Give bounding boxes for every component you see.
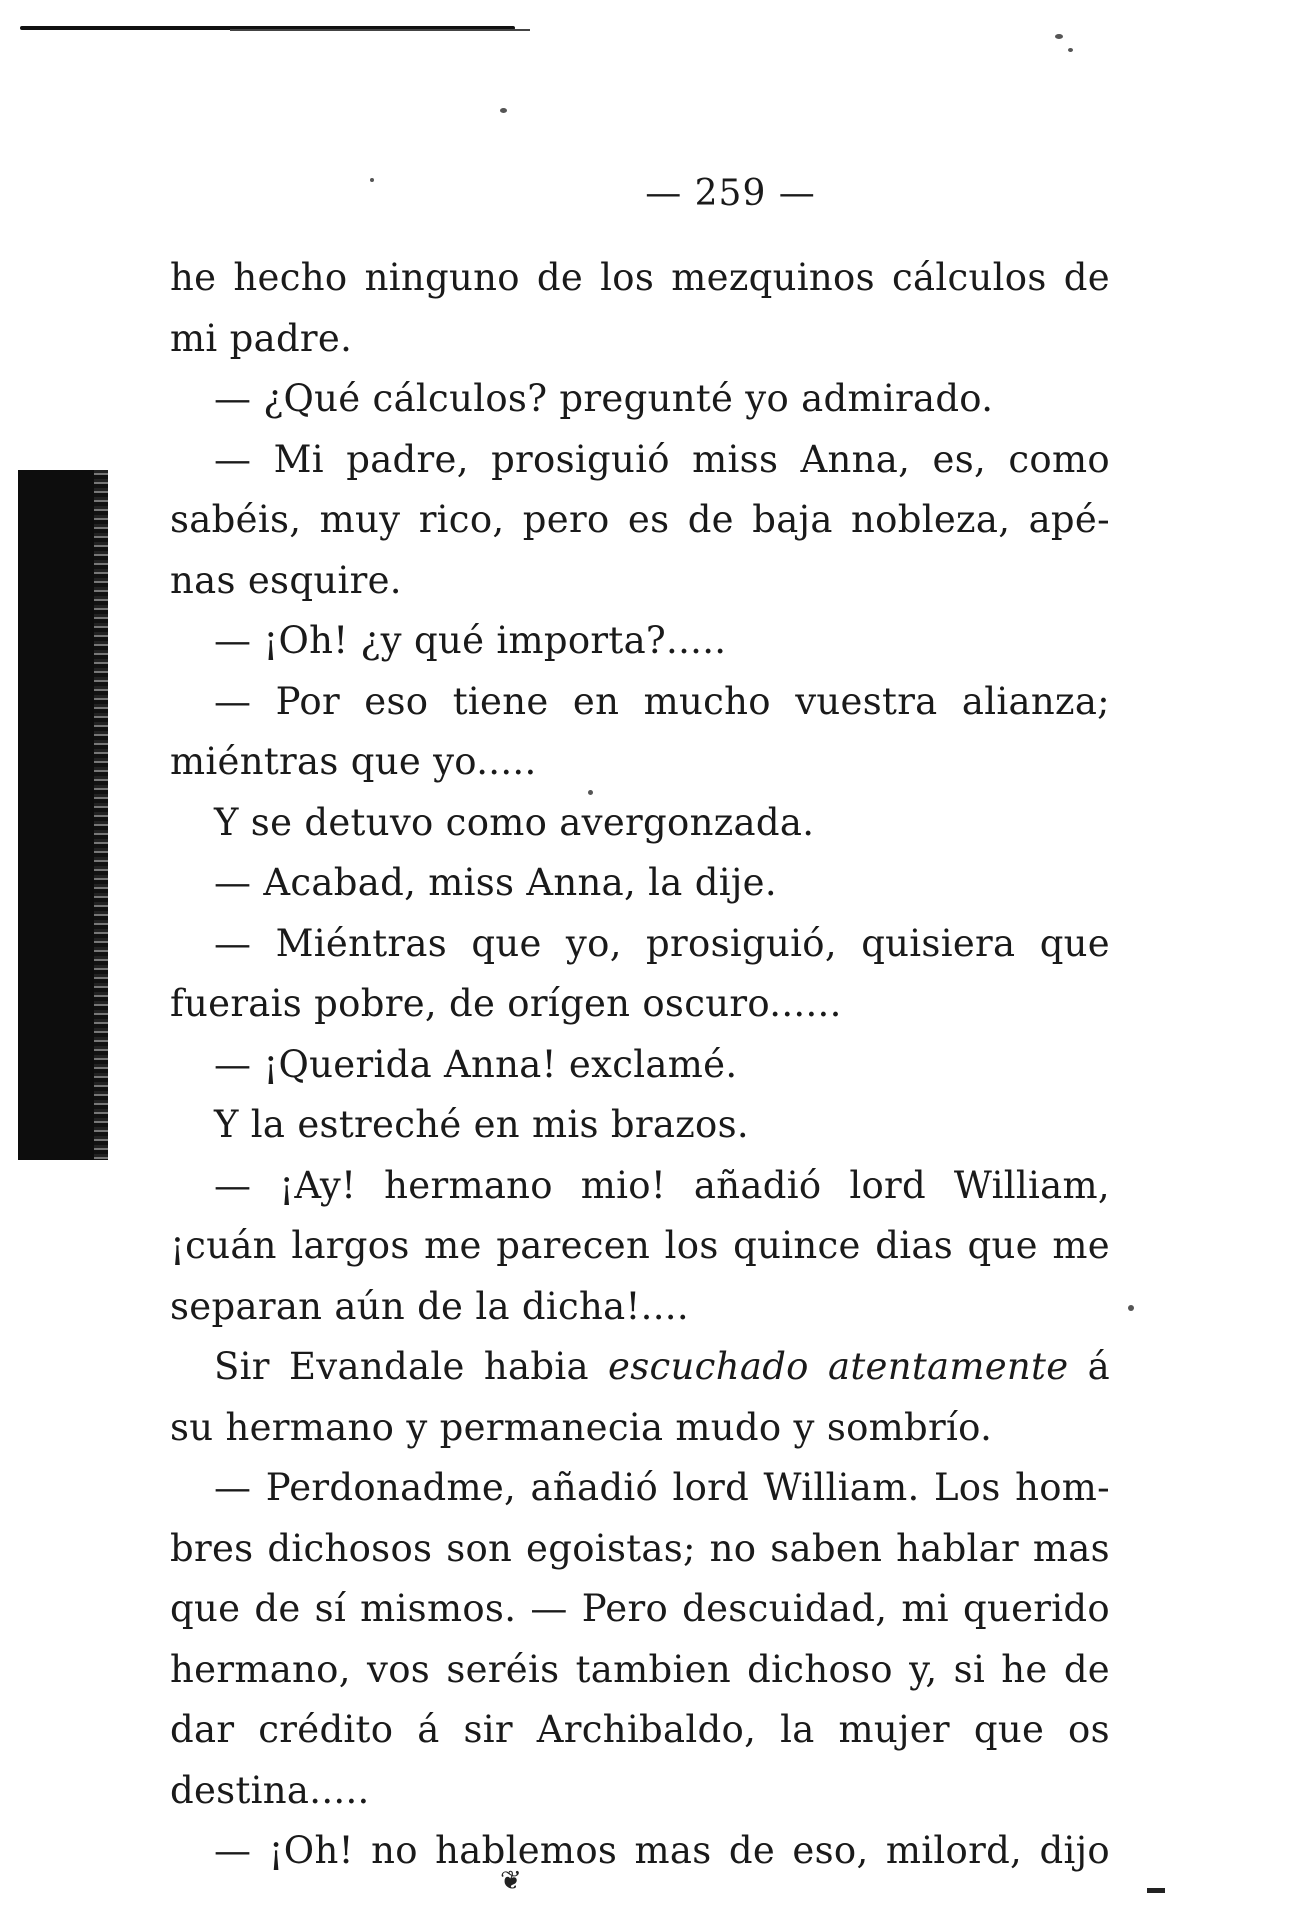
word: Y: [214, 800, 239, 844]
word: de: [449, 982, 496, 1025]
text-line: [170, 1761, 1110, 1822]
word: son: [446, 1526, 513, 1570]
word: Evandale: [288, 1345, 465, 1388]
word: de: [687, 498, 734, 541]
word: me: [1052, 1224, 1110, 1267]
word: Anna!: [444, 1042, 557, 1086]
word: quisiera: [861, 921, 1016, 965]
word: seréis: [446, 1647, 560, 1691]
word: destina.....: [170, 1768, 370, 1812]
word: se: [250, 800, 293, 844]
word: sir: [463, 1708, 513, 1751]
word: —: [214, 861, 252, 904]
top-rule-tail: [230, 29, 530, 31]
word: de: [417, 1284, 464, 1328]
word: —: [214, 437, 252, 481]
text-line: [170, 490, 1110, 551]
word: admirado.: [801, 377, 994, 420]
word: —: [530, 1587, 568, 1630]
word: dijo: [1039, 1829, 1110, 1872]
word: dichosos: [267, 1526, 433, 1570]
word: de: [728, 1829, 776, 1872]
word: egoistas;: [526, 1526, 696, 1570]
word: mas: [634, 1829, 712, 1872]
word: prosiguió,: [646, 921, 837, 965]
word: cálculos?: [372, 377, 548, 420]
text-line: [170, 1337, 1110, 1398]
word: exclamé.: [568, 1042, 738, 1086]
speck: [1068, 48, 1073, 52]
text-line: [170, 732, 1110, 793]
word: vos: [367, 1647, 431, 1691]
word: lord: [849, 1163, 927, 1207]
word: habia: [483, 1345, 589, 1388]
word: qué: [413, 619, 485, 662]
word: la: [648, 861, 683, 904]
word: hermano: [225, 1405, 395, 1449]
word: sombrío.: [826, 1405, 993, 1449]
word: mismos.: [360, 1587, 517, 1630]
word: miss: [428, 861, 515, 904]
text-line: [170, 551, 1110, 612]
text-line: [170, 1700, 1110, 1761]
word: Archibaldo,: [536, 1708, 757, 1751]
word: y,: [909, 1647, 938, 1691]
word: padre.: [229, 316, 353, 360]
word: que: [471, 921, 542, 965]
word: os: [1068, 1708, 1110, 1751]
word: que: [1039, 921, 1110, 965]
printer-ornament: ❦: [500, 1866, 522, 1896]
footer-mark: [1147, 1888, 1165, 1893]
text-line: [170, 248, 1110, 309]
word: Los: [933, 1466, 1001, 1509]
word: Y: [214, 1103, 239, 1146]
word: ¿y: [360, 619, 402, 662]
word: apé-: [1028, 498, 1110, 541]
word: —: [214, 377, 252, 420]
word: mucho: [643, 679, 771, 723]
word: como: [1008, 437, 1110, 481]
word: añadió: [530, 1466, 659, 1509]
word: no: [709, 1526, 757, 1570]
word: que: [967, 1224, 1038, 1267]
word: lord: [672, 1466, 750, 1509]
word: me: [424, 1224, 482, 1267]
word: vuestra: [795, 679, 938, 723]
page-number: — 259 —: [645, 173, 816, 214]
word: dije.: [694, 861, 777, 904]
word: ninguno: [364, 256, 520, 299]
word: que: [973, 1708, 1045, 1751]
word: añadió: [693, 1163, 822, 1207]
word: —: [214, 921, 252, 965]
text-line: [170, 1216, 1110, 1277]
word: dichoso: [747, 1647, 893, 1691]
word: William,: [953, 1163, 1110, 1207]
word: yo,: [565, 921, 622, 965]
word: en: [572, 679, 620, 723]
word: la: [780, 1708, 815, 1751]
word: querido: [962, 1587, 1110, 1630]
text-line: [170, 611, 1110, 672]
word: muy: [319, 498, 401, 541]
word: hom-: [1015, 1466, 1110, 1509]
word: hermano: [384, 1163, 553, 1207]
word: milord,: [885, 1829, 1023, 1872]
word: hablemos: [435, 1829, 618, 1872]
word: rico,: [418, 498, 505, 541]
word: sí: [314, 1587, 347, 1630]
word: quince: [733, 1224, 861, 1267]
word: ¡Oh!: [268, 1829, 354, 1872]
word: dicha!....: [521, 1284, 689, 1328]
word: es: [627, 498, 670, 541]
word: Pero: [581, 1587, 669, 1630]
word: Anna,: [800, 437, 911, 481]
word: Sir: [214, 1345, 270, 1388]
word: Miéntras: [275, 921, 448, 965]
text-line: [170, 1095, 1110, 1156]
word: esquire.: [247, 558, 402, 602]
word: de: [536, 256, 584, 299]
word: he: [170, 256, 217, 299]
word: bres: [170, 1526, 254, 1570]
text-line: [170, 1579, 1110, 1640]
word: á: [417, 1708, 440, 1751]
word: atentamente: [827, 1345, 1069, 1388]
page-body-text: [170, 248, 1110, 1882]
word: la: [250, 1103, 286, 1146]
word: de: [1063, 1647, 1110, 1691]
word: mi: [901, 1587, 949, 1630]
word: padre,: [346, 437, 469, 481]
word: mudo: [675, 1405, 782, 1449]
word: oscuro......: [642, 982, 842, 1025]
word: —: [214, 619, 252, 662]
word: William.: [763, 1466, 920, 1509]
word: importa?.....: [496, 619, 727, 662]
word: he: [1001, 1647, 1048, 1691]
word: —: [214, 1829, 252, 1872]
word: mi: [170, 316, 218, 360]
word: eso: [364, 679, 429, 723]
word: escuchado: [608, 1345, 809, 1388]
word: es,: [932, 437, 987, 481]
text-line: [170, 1458, 1110, 1519]
text-line: [170, 1156, 1110, 1217]
word: pregunté: [559, 377, 734, 420]
word: nobleza,: [851, 498, 1011, 541]
word: tambien: [575, 1647, 731, 1691]
word: á: [1087, 1345, 1110, 1388]
word: ¡Ay!: [279, 1163, 357, 1207]
word: prosiguió: [491, 437, 670, 481]
word: mas: [1032, 1526, 1110, 1570]
word: no: [371, 1829, 418, 1872]
word: brazos.: [610, 1103, 749, 1146]
word: la: [475, 1284, 510, 1328]
word: como: [445, 800, 548, 844]
text-line: [170, 853, 1110, 914]
word: —: [214, 679, 252, 723]
word: los: [600, 256, 655, 299]
word: Mi: [273, 437, 324, 481]
speck: [1128, 1305, 1134, 1311]
word: largos: [291, 1224, 410, 1267]
word: dias: [875, 1224, 954, 1267]
word: separan: [170, 1284, 323, 1328]
word: estreché: [297, 1103, 462, 1146]
word: ¡Oh!: [263, 619, 349, 662]
word: tiene: [452, 679, 549, 723]
word: mis: [532, 1103, 599, 1146]
word: los: [664, 1224, 719, 1267]
word: de: [1063, 256, 1110, 299]
word: fuerais: [170, 982, 303, 1025]
word: Acabad,: [263, 861, 417, 904]
speck: [1055, 34, 1063, 39]
text-line: [170, 793, 1110, 854]
word: yo: [745, 377, 790, 420]
word: descuidad,: [682, 1587, 888, 1630]
word: miéntras: [170, 740, 339, 783]
word: mezquinos: [671, 256, 875, 299]
word: aún: [334, 1284, 405, 1328]
word: ¡cuán: [170, 1224, 277, 1267]
word: orígen: [507, 982, 631, 1025]
text-line: [170, 1640, 1110, 1701]
word: crédito: [258, 1708, 394, 1751]
speck: [500, 108, 507, 113]
word: avergonzada.: [559, 800, 815, 844]
binding-shadow: [18, 470, 98, 1160]
text-line: [170, 1035, 1110, 1096]
word: que: [350, 740, 422, 783]
word: hermano,: [170, 1647, 351, 1691]
word: que: [170, 1587, 241, 1630]
text-line: [170, 672, 1110, 733]
word: —: [214, 1163, 252, 1207]
text-line: [170, 1519, 1110, 1580]
word: si: [953, 1647, 986, 1691]
text-line: [170, 974, 1110, 1035]
word: dar: [170, 1708, 235, 1751]
word: nas: [170, 558, 236, 602]
word: alianza;: [961, 679, 1110, 723]
word: yo.....: [433, 740, 537, 783]
word: y: [406, 1405, 428, 1449]
word: pobre,: [314, 982, 437, 1025]
text-line: [170, 430, 1110, 491]
text-line: [170, 309, 1110, 370]
word: baja: [752, 498, 833, 541]
word: detuvo: [304, 800, 434, 844]
word: parecen: [496, 1224, 651, 1267]
word: de: [254, 1587, 301, 1630]
text-line: [170, 1821, 1110, 1882]
word: ¿Qué: [263, 377, 361, 420]
word: mio!: [580, 1163, 667, 1207]
word: —: [214, 1466, 252, 1509]
word: eso,: [792, 1829, 869, 1872]
word: ¡Querida: [263, 1042, 432, 1086]
text-line: [170, 369, 1110, 430]
word: pero: [522, 498, 610, 541]
word: Por: [275, 679, 340, 723]
word: Perdonadme,: [265, 1466, 517, 1509]
text-line: [170, 914, 1110, 975]
word: su: [170, 1405, 214, 1449]
text-line: [170, 1398, 1110, 1459]
text-line: [170, 1277, 1110, 1338]
word: saben: [770, 1526, 883, 1570]
word: en: [473, 1103, 520, 1146]
word: sabéis,: [170, 498, 302, 541]
word: mujer: [838, 1708, 950, 1751]
word: y: [793, 1405, 815, 1449]
word: miss: [692, 437, 779, 481]
word: Anna,: [526, 861, 637, 904]
word: —: [214, 1042, 252, 1086]
word: cálculos: [891, 256, 1047, 299]
word: permanecia: [439, 1405, 664, 1449]
word: hecho: [233, 256, 348, 299]
word: hablar: [896, 1526, 1020, 1570]
